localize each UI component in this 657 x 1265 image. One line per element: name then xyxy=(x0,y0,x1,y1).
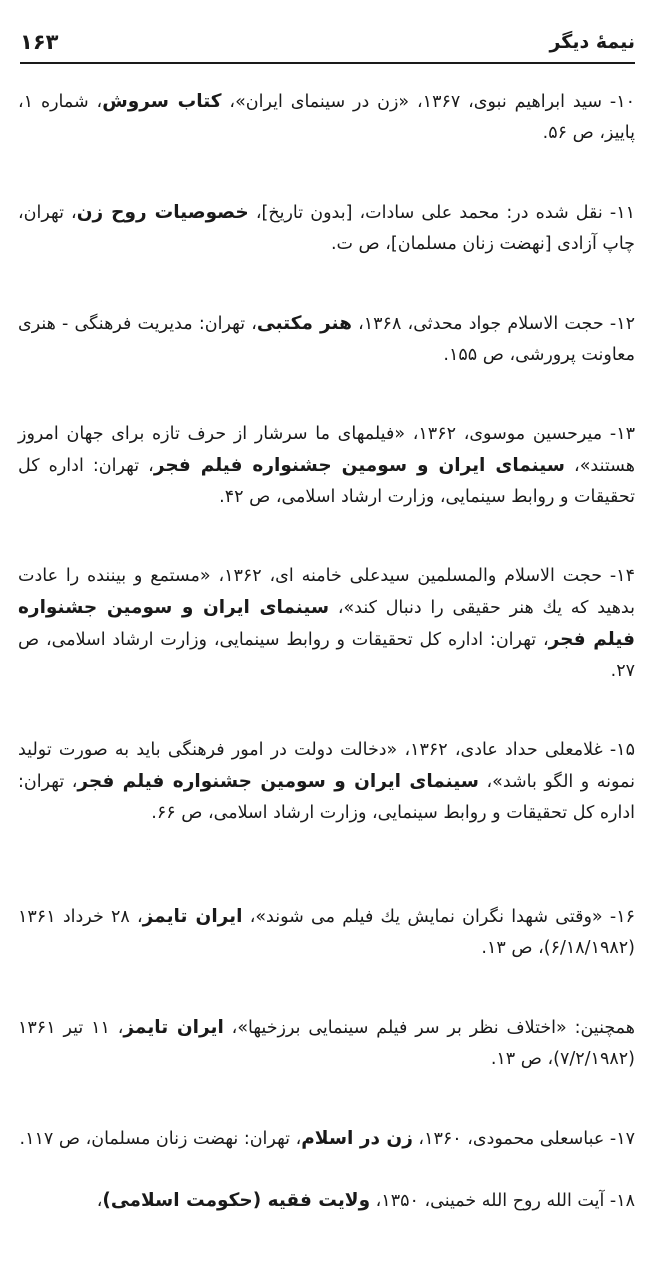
endnote-18 xyxy=(18,1185,635,1217)
endnotes-list xyxy=(18,86,635,1265)
endnote-12 xyxy=(18,308,635,371)
note-text: ، ۲۸ خرداد ۱۳۶۱ (۶/۱۸/۱۹۸۲)، ص ۱۳. xyxy=(18,907,635,958)
running-title: نيمهٔ ديگر xyxy=(549,31,635,53)
note-text: ، xyxy=(96,1191,103,1211)
note-text: ۱۷- عباسعلى محمودى، ۱۳۶۰، xyxy=(412,1129,635,1149)
note-source-title: كتاب سروش xyxy=(102,91,222,112)
note-source-title: خصوصيات روح زن xyxy=(76,202,249,223)
note-text: ۱۰- سيد ابراهيم نبوى، ۱۳۶۷، «زن در سينماى ايران»، xyxy=(221,92,635,112)
note-text: ، شماره ۱، پاييز، ص ۵۶. xyxy=(18,92,635,143)
note-source-title: ايران تايمز xyxy=(142,906,243,927)
note-text: ۱۳- ميرحسين موسوى، ۱۳۶۲، «فيلمهاى ما سرشار از حرف تازه براى جهان امروز هستند»، xyxy=(18,424,635,476)
note-source-title: سينماى ايران و سومين جشنواره فيلم فجر xyxy=(77,771,479,792)
note-source-title: زن در اسلام xyxy=(301,1128,413,1149)
note-text: ، ۱۱ تير ۱۳۶۱ (۷/۲/۱۹۸۲)، ص ۱۳. xyxy=(18,1018,635,1069)
endnote-17 xyxy=(18,1123,635,1155)
endnote-10 xyxy=(18,86,635,149)
endnote-14 xyxy=(18,561,635,687)
note-source-title: ولايت فقيه (حكومت اسلامى) xyxy=(102,1190,371,1211)
endnote-16-also xyxy=(18,1012,635,1075)
endnote-13 xyxy=(18,419,635,513)
endnote-16 xyxy=(18,901,635,964)
endnote-15 xyxy=(18,735,635,829)
page-number: ۱۶۳ xyxy=(20,30,59,54)
note-source-title: سينماى ايران و سومين جشنواره فيلم فجر xyxy=(153,455,565,476)
note-text: ، تهران، چاپ آزادى [نهضت زنان مسلمان]، ص ت. xyxy=(18,203,635,254)
note-text: ۱۶- «وقتى شهدا نگران نمايش يك فيلم مى شوند»، xyxy=(242,907,635,927)
note-text: ، تهران: اداره كل تحقيقات و روابط سينمايى، وزارت ارشاد اسلامى، ص ۴۲. xyxy=(18,456,635,507)
note-source-title: ايران تايمز xyxy=(123,1017,224,1038)
note-text: ، تهران: اداره كل تحقيقات و روابط سينمايى، وزارت ارشاد اسلامى، ص ۶۶. xyxy=(18,772,635,823)
note-text: ۱۸- آيت الله روح الله خمينى، ۱۳۵۰، xyxy=(370,1191,635,1211)
note-source-title: هنر مكتبى xyxy=(256,313,352,334)
note-source-title: سينماى ايران و سومين جشنواره فيلم فجر xyxy=(18,597,635,650)
note-text: ۱۲- حجت الاسلام جواد محدثى، ۱۳۶۸، xyxy=(351,314,635,334)
note-text: ، تهران: اداره كل تحقيقات و روابط سينمايى، وزارت ارشاد اسلامى، ص ۲۷. xyxy=(18,630,635,681)
endnote-11 xyxy=(18,197,635,260)
note-text: ۱۵- غلامعلى حداد عادى، ۱۳۶۲، «دخالت دولت در امور فرهنگى بايد به صورت توليد نمونه و الگو باشد»، xyxy=(18,740,635,792)
page-header xyxy=(20,22,635,64)
note-text: ۱۴- حجت الاسلام والمسلمين سيدعلى خامنه اى، ۱۳۶۲، «مستمع و بيننده را عادت بدهيد كه يك هنر حقيقى را دنبال كند»، xyxy=(18,566,635,618)
note-text: ، تهران: مديريت فرهنگى - هنرى معاونت پرورشى، ص ۱۵۵. xyxy=(18,314,635,365)
note-text: همچنين: «اختلاف نظر بر سر فيلم سينمايى برزخيها»، xyxy=(223,1018,636,1038)
note-text: ۱۱- نقل شده در: محمد على سادات، [بدون تاريخ]، xyxy=(248,203,635,223)
note-text: ، تهران: نهضت زنان مسلمان، ص ۱۱۷. xyxy=(19,1129,302,1149)
